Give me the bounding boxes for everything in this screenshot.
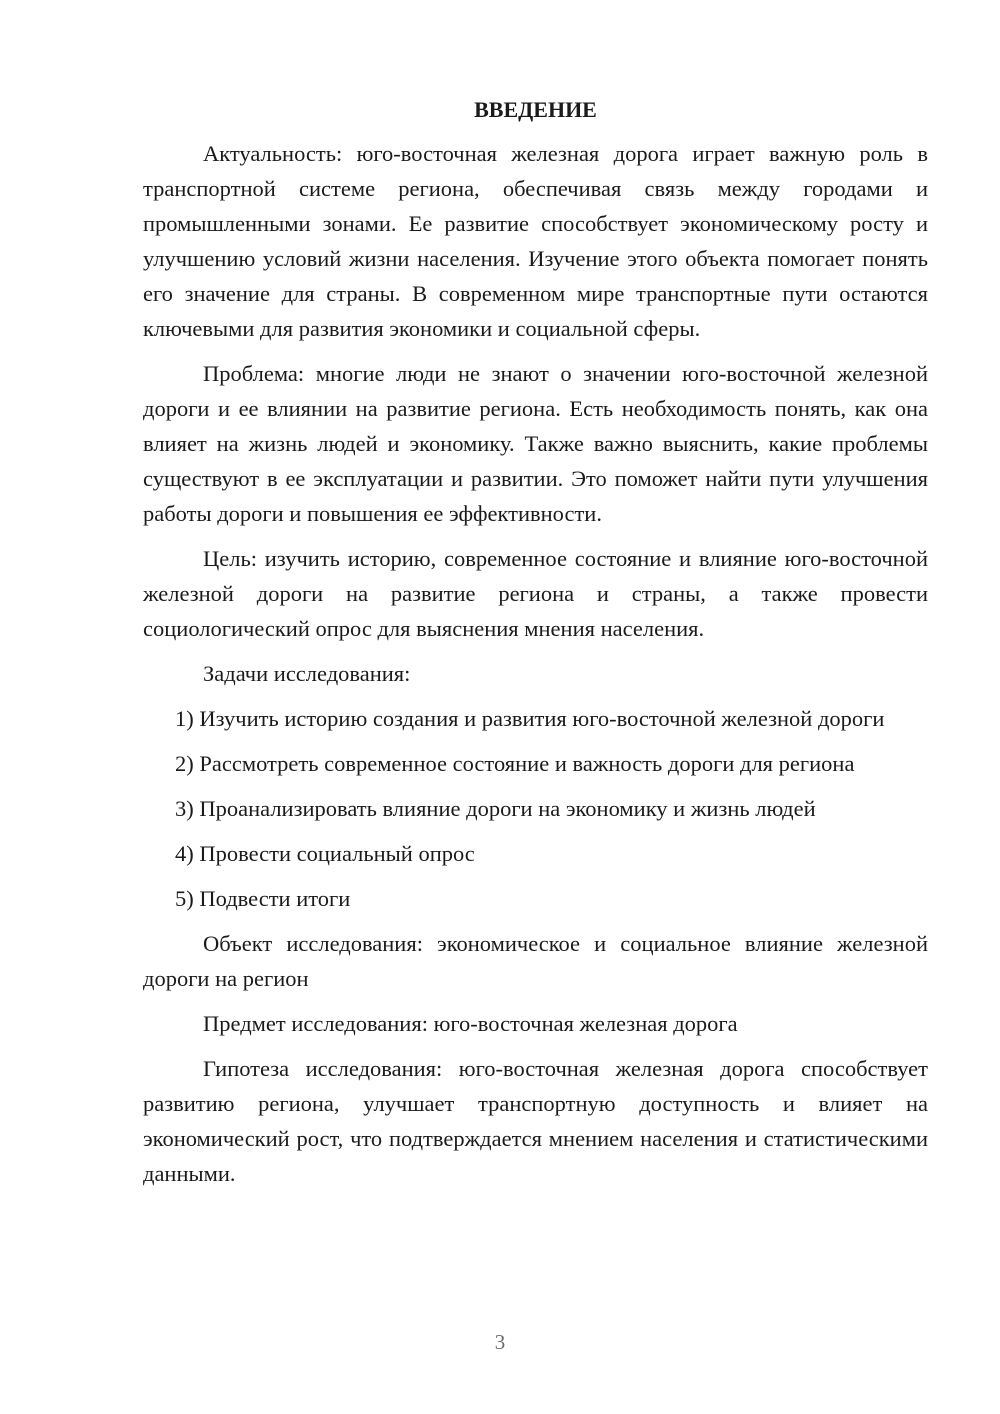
paragraph-problem: Проблема: многие люди не знают о значении юго-восточной железной дороги и ее влиянии на развитие региона. Есть необходимость понять, как она влияет на жизнь людей и экономику. Также важно выяснить, какие проблемы существуют в ее эксплуатации и развитии. Это поможет найти пути улучшения работы дороги и повышения ее эффективности.: [143, 361, 928, 526]
task-item-3: 3) Проанализировать влияние дороги на экономику и жизнь людей: [175, 796, 816, 821]
task-item-5: 5) Подвести итоги: [175, 886, 351, 911]
tasks-heading: Задачи исследования:: [203, 661, 411, 686]
task-item-2: 2) Рассмотреть современное состояние и важность дороги для региона: [175, 751, 855, 776]
task-item-4: 4) Провести социальный опрос: [175, 841, 475, 866]
page-number: 3: [494, 1330, 506, 1354]
document-page: [143, 92, 928, 1201]
paragraph-hypothesis: Гипотеза исследования: юго-восточная железная дорога способствует развитию региона, улучшает транспортную доступность и влияет на экономический рост, что подтверждается мнением населения и статистическими данными.: [143, 1056, 928, 1186]
paragraph-relevance: Актуальность: юго-восточная железная дорога играет важную роль в транспортной системе региона, обеспечивая связь между городами и промышленными зонами. Ее развитие способствует экономическому росту и улучшению условий жизни населения. Изучение этого объекта помогает понять его значение для страны. В современном мире транспортные пути остаются ключевыми для развития экономики и социальной сферы.: [143, 141, 928, 341]
paragraph-goal: Цель: изучить историю, современное состояние и влияние юго-восточной железной дороги на развитие региона и страны, а также провести социологический опрос для выяснения мнения населения.: [143, 546, 928, 641]
paragraph-subject: Предмет исследования: юго-восточная железная дорога: [203, 1011, 738, 1036]
paragraph-object: Объект исследования: экономическое и социальное влияние железной дороги на регион: [143, 931, 928, 991]
task-item-1: 1) Изучить историю создания и развития юго-восточной железной дороги: [175, 706, 885, 731]
page-title: ВВЕДЕНИЕ: [474, 97, 597, 122]
